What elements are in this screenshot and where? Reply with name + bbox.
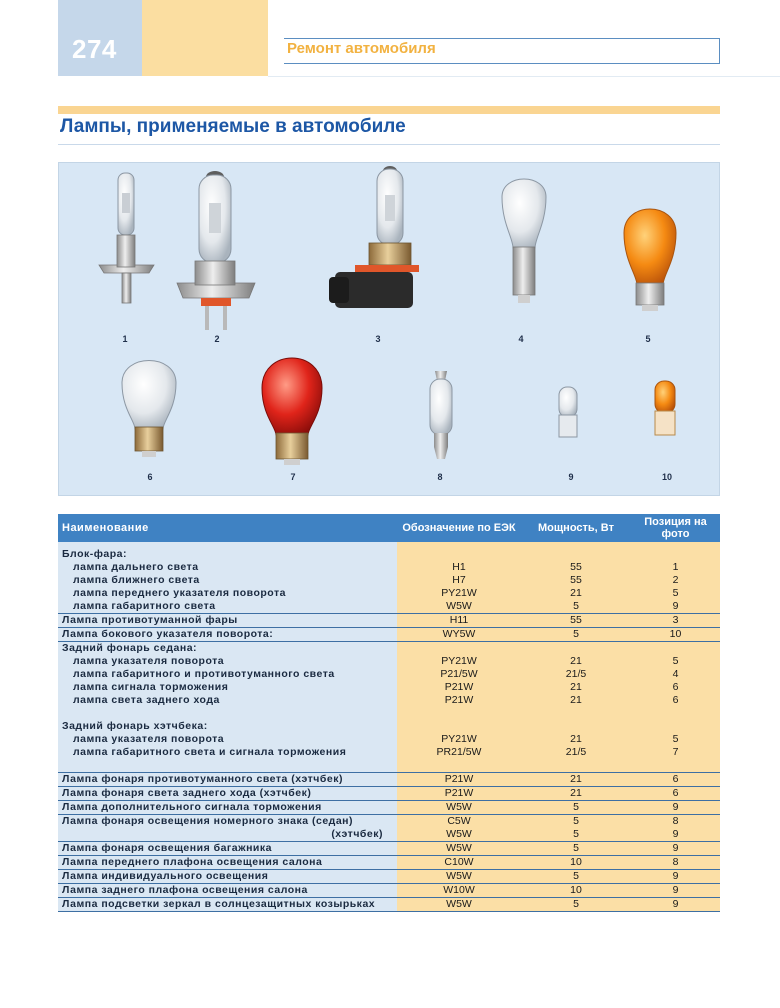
table-cell-name: [58, 801, 397, 815]
photo-label-8: 8: [437, 472, 443, 482]
column-header-position: Позиция на фото: [631, 514, 720, 542]
row-value-pos: 8: [672, 856, 679, 868]
photo-label-3: 3: [375, 334, 381, 344]
table-cell-name: [58, 898, 397, 912]
row-value-code: H11: [449, 614, 469, 626]
photo-label-2: 2: [214, 334, 220, 344]
row-value-pos: 3: [672, 614, 679, 626]
bulb-c5w-icon: [430, 371, 452, 459]
table-cell-name: [58, 548, 397, 614]
table-cell-power: [521, 628, 631, 642]
row-label: Лампа заднего плафона освещения салона: [62, 884, 308, 896]
row-value-pos: 4: [672, 668, 679, 680]
bulb-wy5w-icon: [655, 381, 675, 435]
row-value-code: PY21W: [441, 733, 477, 745]
row-label: [62, 759, 397, 772]
table-cell-power: [521, 884, 631, 898]
table-cell-pos: [631, 870, 720, 884]
row-label: лампа габаритного света: [73, 600, 216, 612]
row-value-power: 5: [573, 600, 579, 612]
table-cell-power: [521, 801, 631, 815]
table-cell-code: [397, 884, 521, 898]
table-cell-pos: [631, 898, 720, 912]
row-label: лампа указателя поворота: [73, 733, 225, 745]
row-value-code: P21/5W: [440, 668, 478, 680]
photo-label-1: 1: [122, 334, 128, 344]
table-cell-name: [58, 614, 397, 628]
table-cell-pos: [631, 856, 720, 870]
table-cell-name: [58, 842, 397, 856]
row-value-pos: 9: [672, 870, 679, 882]
row-value-code: [397, 720, 521, 733]
table-cell-name: [58, 815, 397, 842]
table-cell-pos: [631, 548, 720, 614]
bulb-w5w-icon: [559, 387, 577, 437]
row-value-code: W5W: [446, 842, 472, 854]
row-value-code: [397, 707, 521, 720]
bulb-h7-icon: [177, 171, 255, 330]
table-cell-power: [521, 842, 631, 856]
section-accent-bar: [58, 106, 720, 114]
row-label: лампа габаритного света и сигнала торможения: [73, 746, 347, 758]
row-value-code: WY5W: [442, 628, 476, 640]
table-cell-power: [521, 773, 631, 787]
row-value-pos: 9: [672, 828, 679, 840]
row-value-power: [521, 720, 631, 733]
row-value-pos: 8: [672, 815, 679, 827]
row-label: Лампа фонаря противотуманного света (хэтчбек): [62, 773, 343, 785]
table-cell-code: [397, 856, 521, 870]
row-value-power: 21: [570, 587, 582, 599]
running-title: Ремонт автомобиля: [287, 40, 436, 57]
row-value-code: P21W: [444, 694, 474, 706]
row-value-power: 21: [570, 787, 582, 799]
row-value-code: C10W: [444, 856, 474, 868]
table-cell-pos: [631, 773, 720, 787]
column-header-power: Мощность, Вт: [521, 514, 631, 542]
row-value-power: [521, 759, 631, 772]
table-cell-pos: [631, 842, 720, 856]
row-label: лампа сигнала торможения: [73, 681, 229, 693]
row-value-pos: 9: [672, 898, 679, 910]
bulb-p21w-icon: [122, 361, 176, 458]
photo-label-10: 10: [661, 472, 673, 482]
table-cell-name: [58, 642, 397, 773]
row-value-power: 5: [573, 828, 579, 840]
bulb-h11-icon: [329, 166, 419, 308]
row-value-power: 5: [573, 842, 579, 854]
row-label: Лампа фонаря освещения номерного знака (седан): [62, 815, 354, 827]
row-value-power: 5: [573, 628, 579, 640]
table-cell-pos: [631, 642, 720, 773]
bulb-py21w-icon: [624, 209, 676, 311]
row-label: лампа ближнего света: [73, 574, 200, 586]
row-value-power: 5: [573, 870, 579, 882]
row-value-power: 21/5: [565, 746, 587, 758]
section-divider: [58, 144, 720, 145]
row-value-pos: 9: [672, 884, 679, 896]
row-label: лампа дальнего света: [73, 561, 199, 573]
table-row: [58, 642, 720, 773]
photo-label-7: 7: [290, 472, 296, 482]
table-cell-code: [397, 642, 521, 773]
row-value-power: 21: [570, 694, 582, 706]
table-cell-name: [58, 787, 397, 801]
row-value-power: 5: [573, 898, 579, 910]
row-label: [62, 707, 397, 720]
table-cell-pos: [631, 884, 720, 898]
row-label: Задний фонарь хэтчбека:: [62, 720, 208, 732]
table-row: [58, 856, 720, 870]
table-cell-code: [397, 614, 521, 628]
table-cell-power: [521, 815, 631, 842]
row-value-code: H7: [452, 574, 466, 586]
row-value-code: [397, 548, 521, 561]
row-value-power: 21: [570, 681, 582, 693]
table-cell-name: [58, 628, 397, 642]
table-cell-power: [521, 870, 631, 884]
table-cell-code: [397, 773, 521, 787]
table-cell-name: [58, 884, 397, 898]
lamps-table: [58, 514, 720, 912]
table-row: [58, 842, 720, 856]
row-value-code: [397, 759, 521, 772]
bulb-p21-5w-icon: [502, 179, 546, 303]
row-label: Задний фонарь седана:: [62, 642, 198, 654]
table-row: [58, 815, 720, 842]
row-value-pos: 7: [672, 746, 679, 758]
row-value-pos: 9: [672, 600, 679, 612]
table-cell-power: [521, 642, 631, 773]
row-value-code: P21W: [444, 787, 474, 799]
column-header-code: Обозначение по ЕЭК: [397, 514, 521, 542]
row-value-pos: [631, 759, 720, 772]
row-label: лампа указателя поворота: [73, 655, 225, 667]
row-label: Лампа фонаря освещения багажника: [62, 842, 272, 854]
row-value-code: W5W: [446, 898, 472, 910]
row-label: Лампа противотуманной фары: [62, 614, 238, 626]
row-value-power: 55: [570, 614, 582, 626]
table-header-row: [58, 514, 720, 542]
row-value-power: 5: [573, 801, 579, 813]
row-value-pos: 2: [672, 574, 679, 586]
row-value-pos: [631, 548, 720, 561]
table-row: [58, 884, 720, 898]
table-row: [58, 628, 720, 642]
row-value-code: [397, 642, 521, 655]
row-value-power: 55: [570, 561, 582, 573]
bulbs-photo: [58, 162, 720, 496]
row-value-power: 55: [570, 574, 582, 586]
row-label: Блок-фара:: [62, 548, 128, 560]
table-row: [58, 548, 720, 614]
row-value-code: W5W: [446, 870, 472, 882]
table-row: [58, 801, 720, 815]
row-label: лампа габаритного и противотуманного света: [73, 668, 335, 680]
row-value-power: 21: [570, 773, 582, 785]
row-value-pos: 6: [672, 694, 679, 706]
table-row: [58, 773, 720, 787]
table-body: [58, 542, 720, 912]
row-label: Лампа дополнительного сигнала торможения: [62, 801, 322, 813]
table-cell-code: [397, 548, 521, 614]
table-cell-power: [521, 614, 631, 628]
row-label: (хэтчбек): [331, 828, 383, 840]
row-value-pos: 10: [669, 628, 682, 640]
table-cell-code: [397, 898, 521, 912]
table-cell-name: [58, 856, 397, 870]
row-label: Лампа бокового указателя поворота:: [62, 628, 274, 640]
photo-label-9: 9: [568, 472, 574, 482]
table-cell-code: [397, 870, 521, 884]
table-cell-power: [521, 548, 631, 614]
row-label: Лампа подсветки зеркал в солнцезащитных козырьках: [62, 898, 376, 910]
page-number: 274: [72, 34, 117, 64]
row-value-pos: 1: [672, 561, 679, 573]
table-cell-pos: [631, 815, 720, 842]
row-value-pos: [631, 707, 720, 720]
table-cell-code: [397, 787, 521, 801]
row-value-power: [521, 642, 631, 655]
row-value-code: W10W: [443, 884, 475, 896]
table-row: [58, 870, 720, 884]
row-value-code: C5W: [447, 815, 471, 827]
row-label: лампа света заднего хода: [73, 694, 220, 706]
bulbs-illustration: [59, 163, 720, 496]
row-label: Лампа фонаря света заднего хода (хэтчбек): [62, 787, 312, 799]
row-value-pos: 5: [672, 733, 679, 745]
header-divider: [268, 76, 780, 77]
column-header-name: Наименование: [58, 514, 397, 542]
row-value-power: [521, 707, 631, 720]
section-title: Лампы, применяемые в автомобиле: [60, 116, 406, 137]
table-cell-power: [521, 787, 631, 801]
row-value-pos: 9: [672, 801, 679, 813]
row-label: лампа переднего указателя поворота: [73, 587, 286, 599]
table-cell-code: [397, 842, 521, 856]
table-cell-pos: [631, 787, 720, 801]
table-row: [58, 614, 720, 628]
table-cell-pos: [631, 801, 720, 815]
table-cell-code: [397, 628, 521, 642]
row-value-pos: 5: [672, 655, 679, 667]
row-value-code: W5W: [446, 828, 472, 840]
row-value-code: PY21W: [441, 655, 477, 667]
row-value-pos: 6: [672, 773, 679, 785]
photo-label-4: 4: [518, 334, 524, 344]
table-cell-pos: [631, 628, 720, 642]
row-value-power: 21: [570, 733, 582, 745]
table-cell-power: [521, 856, 631, 870]
row-value-code: H1: [452, 561, 466, 573]
row-value-pos: 5: [672, 587, 679, 599]
header-accent-block: [142, 0, 268, 76]
photo-label-5: 5: [645, 334, 651, 344]
table-cell-code: [397, 815, 521, 842]
row-value-power: 21/5: [565, 668, 587, 680]
table-cell-pos: [631, 614, 720, 628]
row-value-pos: 6: [672, 681, 679, 693]
row-value-code: PR21/5W: [436, 746, 482, 758]
bulb-h1-icon: [99, 173, 154, 303]
row-value-code: P21W: [444, 773, 474, 785]
row-value-code: W5W: [446, 600, 472, 612]
row-value-code: PY21W: [441, 587, 477, 599]
row-value-pos: 9: [672, 842, 679, 854]
row-value-power: [521, 548, 631, 561]
row-value-pos: [631, 642, 720, 655]
table-cell-code: [397, 801, 521, 815]
row-label: Лампа переднего плафона освещения салона: [62, 856, 323, 868]
table-cell-power: [521, 898, 631, 912]
bulb-pr21-5w-icon: [262, 358, 322, 465]
row-value-power: 5: [573, 815, 579, 827]
row-value-power: 10: [570, 884, 582, 896]
row-value-pos: [631, 720, 720, 733]
photo-label-6: 6: [147, 472, 153, 482]
table-cell-name: [58, 870, 397, 884]
row-value-pos: 6: [672, 787, 679, 799]
row-value-code: W5W: [446, 801, 472, 813]
row-value-power: 21: [570, 655, 582, 667]
row-label: Лампа индивидуального освещения: [62, 870, 269, 882]
table-row: [58, 787, 720, 801]
table-row: [58, 898, 720, 912]
row-value-code: P21W: [444, 681, 474, 693]
table-cell-name: [58, 773, 397, 787]
row-value-power: 10: [570, 856, 582, 868]
